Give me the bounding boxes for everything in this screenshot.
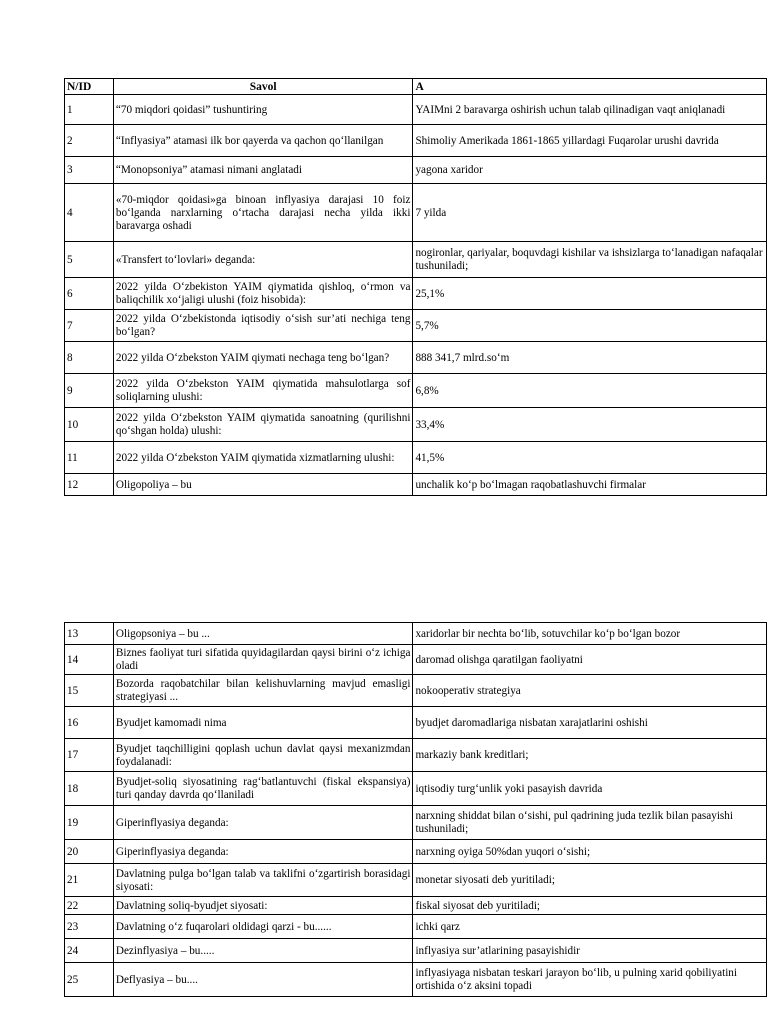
- table-row: [65, 408, 767, 442]
- row-question: 2022 yilda O‘zbekiston YAIM qiymatida qishloq, o‘rmon va baliqchilik xo‘jaligi ulushi (foiz hisobida):: [113, 278, 413, 310]
- table-row: [65, 374, 767, 408]
- header-id: N/ID: [65, 79, 114, 95]
- row-answer: daromad olishga qaratilgan faoliyatni: [413, 645, 767, 675]
- row-answer: 7 yilda: [413, 184, 767, 242]
- row-answer: yagona xaridor: [413, 157, 767, 184]
- row-question: 2022 yilda O‘zbekston YAIM qiymatida xizmatlarning ulushi:: [113, 442, 413, 474]
- row-id: 1: [65, 95, 114, 125]
- row-question: «Transfert to‘lovlari» deganda:: [113, 242, 413, 278]
- table-row: [65, 675, 767, 707]
- row-question: Byudjet kamomadi nima: [113, 707, 413, 739]
- table-body-1: [65, 95, 767, 496]
- row-id: 17: [65, 739, 114, 772]
- table-row: [65, 963, 767, 997]
- row-question: Giperinflyasiya deganda:: [113, 840, 413, 864]
- row-id: 2: [65, 125, 114, 157]
- table-row: [65, 806, 767, 840]
- row-id: 15: [65, 675, 114, 707]
- row-question: 2022 yilda O‘zbekistonda iqtisodiy o‘sish sur’ati nechiga teng bo‘lgan?: [113, 310, 413, 342]
- row-id: 12: [65, 474, 114, 496]
- table-row: [65, 442, 767, 474]
- row-question: 2022 yilda O‘zbekston YAIM qiymatida mahsulotlarga sof soliqlarning ulushi:: [113, 374, 413, 408]
- row-answer: ichki qarz: [413, 915, 767, 939]
- qa-table-part-1: [64, 78, 767, 496]
- row-question: 2022 yilda O‘zbekston YAIM qiymati nechaga teng bo‘lgan?: [113, 342, 413, 374]
- row-question: Deflyasiya – bu....: [113, 963, 413, 997]
- row-answer: 41,5%: [413, 442, 767, 474]
- row-question: 2022 yilda O‘zbekston YAIM qiymatida sanoatning (qurilishni qo‘shgan holda) ulushi:: [113, 408, 413, 442]
- row-question: Bozorda raqobatchilar bilan kelishuvlarning mavjud emasligi strategiyasi ...: [113, 675, 413, 707]
- row-id: 18: [65, 772, 114, 806]
- row-answer: markaziy bank kreditlari;: [413, 739, 767, 772]
- row-question: Dezinflyasiya – bu.....: [113, 939, 413, 963]
- table-row: [65, 739, 767, 772]
- row-id: 11: [65, 442, 114, 474]
- row-id: 22: [65, 897, 114, 915]
- table-row: [65, 897, 767, 915]
- table-row: [65, 310, 767, 342]
- table-row: [65, 864, 767, 897]
- table-row: [65, 474, 767, 496]
- row-id: 4: [65, 184, 114, 242]
- table-row: [65, 772, 767, 806]
- row-question: «70-miqdor qoidasi»ga binoan inflyasiya darajasi 10 foiz bo‘lganda narxlarning o‘rtacha darajasi necha yilda ikki baravarga oshadi: [113, 184, 413, 242]
- row-answer: Shimoliy Amerikada 1861-1865 yillardagi Fuqarolar urushi davrida: [413, 125, 767, 157]
- row-id: 19: [65, 806, 114, 840]
- row-question: Giperinflyasiya deganda:: [113, 806, 413, 840]
- row-id: 14: [65, 645, 114, 675]
- table-row: [65, 707, 767, 739]
- row-answer: nogironlar, qariyalar, boquvdagi kishilar va ishsizlarga to‘lanadigan nafaqalar tushuniladi;: [413, 242, 767, 278]
- row-id: 3: [65, 157, 114, 184]
- row-answer: fiskal siyosat deb yuritiladi;: [413, 897, 767, 915]
- row-id: 24: [65, 939, 114, 963]
- row-id: 8: [65, 342, 114, 374]
- row-id: 13: [65, 623, 114, 645]
- row-answer: iqtisodiy turg‘unlik yoki pasayish davrida: [413, 772, 767, 806]
- row-id: 20: [65, 840, 114, 864]
- row-answer: 33,4%: [413, 408, 767, 442]
- row-answer: YAIMni 2 baravarga oshirish uchun talab qilinadigan vaqt aniqlanadi: [413, 95, 767, 125]
- row-id: 16: [65, 707, 114, 739]
- table-row: [65, 242, 767, 278]
- row-question: Davlatning soliq-byudjet siyosati:: [113, 897, 413, 915]
- row-id: 23: [65, 915, 114, 939]
- row-question: Davlatning o‘z fuqarolari oldidagi qarzi - bu......: [113, 915, 413, 939]
- header-question: Savol: [113, 79, 413, 95]
- row-answer: 888 341,7 mlrd.so‘m: [413, 342, 767, 374]
- row-id: 5: [65, 242, 114, 278]
- row-question: Davlatning pulga bo‘lgan talab va taklifni o‘zgartirish borasidagi siyosati:: [113, 864, 413, 897]
- row-question: Byudjet-soliq siyosatining rag‘batlantuvchi (fiskal ekspansiya) turi qanday davrda qo‘llaniladi: [113, 772, 413, 806]
- table-row: [65, 623, 767, 645]
- row-id: 25: [65, 963, 114, 997]
- row-id: 7: [65, 310, 114, 342]
- row-answer: 25,1%: [413, 278, 767, 310]
- table-row: [65, 184, 767, 242]
- table-row: [65, 125, 767, 157]
- row-id: 10: [65, 408, 114, 442]
- row-question: Byudjet taqchilligini qoplash uchun davlat qaysi mexanizmdan foydalanadi:: [113, 739, 413, 772]
- row-answer: 6,8%: [413, 374, 767, 408]
- row-id: 21: [65, 864, 114, 897]
- row-answer: narxning shiddat bilan o‘sishi, pul qadrining juda tezlik bilan pasayishi tushuniladi;: [413, 806, 767, 840]
- row-id: 6: [65, 278, 114, 310]
- row-answer: monetar siyosati deb yuritiladi;: [413, 864, 767, 897]
- row-answer: unchalik ko‘p bo‘lmagan raqobatlashuvchi firmalar: [413, 474, 767, 496]
- table-row: [65, 840, 767, 864]
- table-row: [65, 939, 767, 963]
- table-header-row: [65, 79, 767, 95]
- row-answer: 5,7%: [413, 310, 767, 342]
- row-id: 9: [65, 374, 114, 408]
- table-row: [65, 95, 767, 125]
- row-answer: nokooperativ strategiya: [413, 675, 767, 707]
- table-row: [65, 645, 767, 675]
- row-question: “Monopsoniya” atamasi nimani anglatadi: [113, 157, 413, 184]
- row-question: “70 miqdori qoidasi” tushuntiring: [113, 95, 413, 125]
- table-row: [65, 342, 767, 374]
- row-question: Oligopoliya – bu: [113, 474, 413, 496]
- row-answer: inflyasiyaga nisbatan teskari jarayon bo‘lib, u pulning xarid qobiliyatini ortishida o‘z aksini topadi: [413, 963, 767, 997]
- table-row: [65, 915, 767, 939]
- row-answer: byudjet daromadlariga nisbatan xarajatlarini oshishi: [413, 707, 767, 739]
- row-question: “Inflyasiya” atamasi ilk bor qayerda va qachon qo‘llanilgan: [113, 125, 413, 157]
- header-answer: A: [413, 79, 767, 95]
- row-question: Oligopsoniya – bu ...: [113, 623, 413, 645]
- table-row: [65, 157, 767, 184]
- row-answer: inflyasiya sur’atlarining pasayishidir: [413, 939, 767, 963]
- row-answer: narxning oyiga 50%dan yuqori o‘sishi;: [413, 840, 767, 864]
- row-answer: xaridorlar bir nechta bo‘lib, sotuvchilar ko‘p bo‘lgan bozor: [413, 623, 767, 645]
- table-body-2: [65, 623, 767, 997]
- qa-table-part-2: [64, 622, 767, 997]
- row-question: Biznes faoliyat turi sifatida quyidagilardan qaysi birini o‘z ichiga oladi: [113, 645, 413, 675]
- table-row: [65, 278, 767, 310]
